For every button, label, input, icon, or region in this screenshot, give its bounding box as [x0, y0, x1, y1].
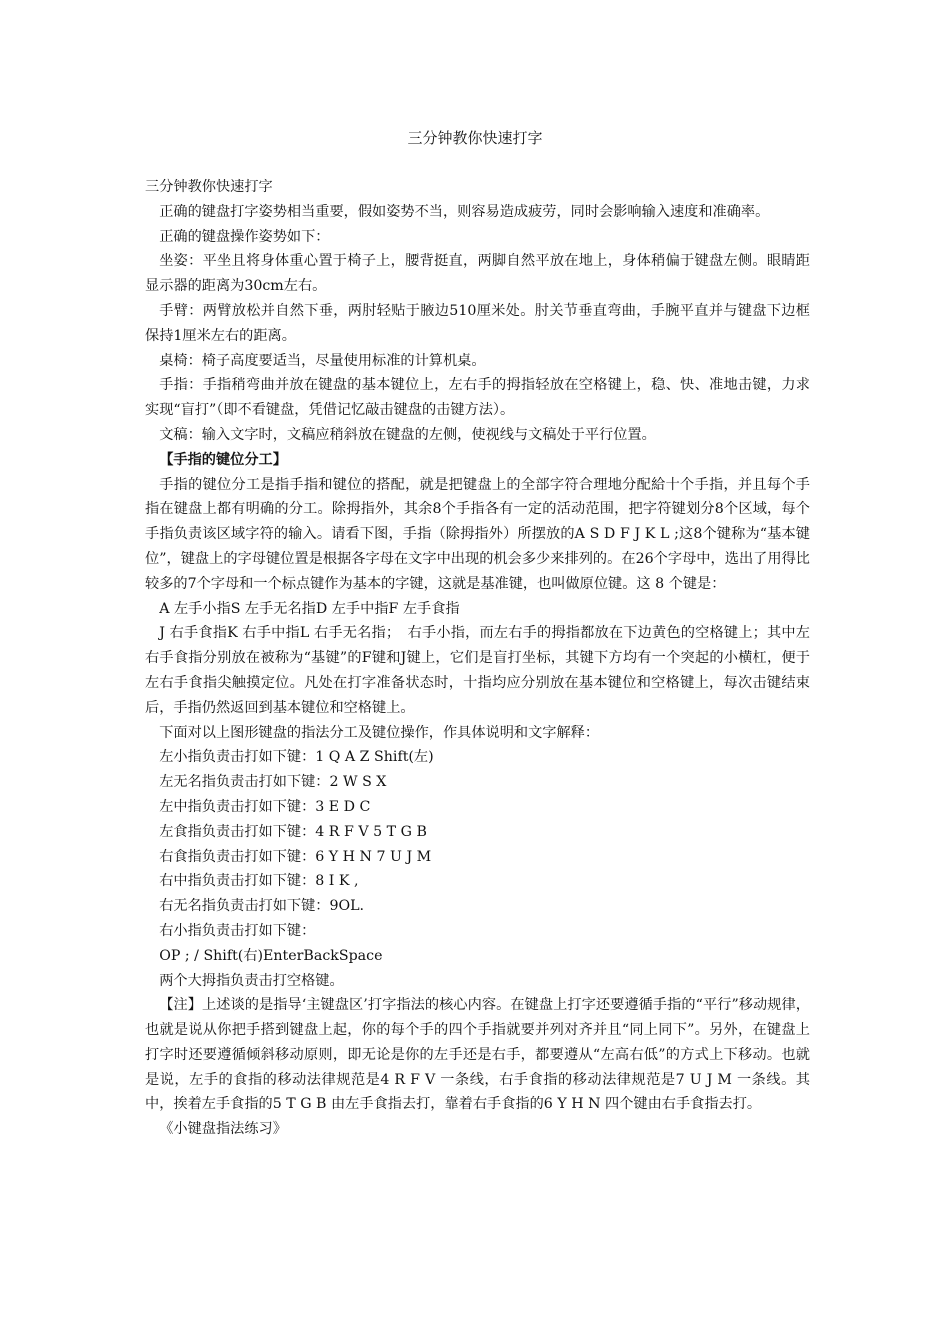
paragraph: 左小指负责击打如下键：1 Q A Z Shift(左): [159, 749, 434, 766]
paragraph: A 左手小指S 左手无名指D 左手中指F 左手食指: [159, 600, 460, 617]
paragraph: 三分钟教你快速打字: [145, 179, 273, 195]
paragraph: OP ; / Shift(右)EnterBackSpace: [159, 947, 383, 964]
paragraph: J 右手食指K 右手中指L 右手无名指； 右手小指，而左右手的拇指都放在下边黄色的空格键上；其中左右手食指分别放在被称为“基键”的F键和J键上，它们是盲打坐标，其键下方均有一个突起的小横杠，便于左右手食指尖触摸定位。凡处在打字准备状态时，十指均应分别放在基本键位和空格键上，每次击键结束后，手指仍然返回到基本键位和空格键上。: [145, 625, 810, 716]
paragraph: 手指：手指稍弯曲并放在键盘的基本键位上，左右手的拇指轻放在空格键上，稳、快、准地击键，力求实现“盲打”（即不看键盘，凭借记忆敲击键盘的击键方法）。: [145, 377, 810, 419]
paragraph: 【手指的键位分工】: [159, 451, 287, 468]
paragraph: 【注】上述谈的是指导‘主键盘区’打字指法的核心内容。在键盘上打字还要遵循手指的“平行”移动规律，也就是说从你把手搭到键盘上起，你的每个手的四个手指就要并列对齐并且“同上同下”。另外，在键盘上打字时还要遵循倾斜移动原则，即无论是你的左手还是右手，都要遵从“左高右低”的方式上下移动。也就是说，左手的食指的移动法律规范是4 R F V 一条线，右手食指的移动法律规范是7 U J M 一条线。其中，挨着左手食指的5 T G B 由左手食指去打，靠着右手食指的6 Y H N 四个键由右手食指去打。: [145, 997, 810, 1113]
paragraph: 正确的键盘打字姿势相当重要，假如姿势不当，则容易造成疲劳，同时会影响输入速度和准确率。: [159, 203, 770, 220]
paragraph: 两个大拇指负责击打空格键。: [159, 972, 344, 989]
paragraph: 文稿：输入文字时，文稿应稍斜放在键盘的左侧，使视线与文稿处于平行位置。: [159, 426, 656, 443]
paragraph: 正确的键盘操作姿势如下：: [159, 228, 330, 245]
paragraph: 桌椅：椅子高度要适当，尽量使用标准的计算机桌。: [159, 352, 486, 369]
paragraph: 左无名指负责击打如下键：2 W S X: [159, 774, 387, 791]
paragraph: 手臂：两臂放松并自然下垂，两肘轻贴于腋边510厘米处。肘关节垂直弯曲，手腕平直并与键盘下边框保持1厘米左右的距离。: [145, 302, 810, 344]
paragraph: 右食指负责击打如下键：6 Y H N 7 U J M: [159, 848, 432, 865]
paragraph: 左中指负责击打如下键：3 E D C: [159, 798, 371, 815]
paragraph: 右中指负责击打如下键：8 I K ,: [159, 873, 359, 890]
document-title: 三分钟教你快速打字: [407, 129, 543, 147]
paragraph: 右无名指负责击打如下键：9OL.: [159, 898, 365, 915]
paragraph: 《小键盘指法练习》: [159, 1121, 287, 1138]
paragraph: 坐姿：平坐且将身体重心置于椅子上，腰背挺直，两脚自然平放在地上，身体稍偏于键盘左侧。眼睛距显示器的距离为30cm左右。: [145, 253, 810, 295]
document-body: [145, 175, 810, 1142]
paragraph: 手指的键位分工是指手指和键位的搭配，就是把键盘上的全部字符合理地分配給十个手指，并且每个手指在键盘上都有明确的分工。除拇指外，其余8个手指各有一定的活动范围，把字符键划分8个区域，每个手指负责该区域字符的输入。请看下图，手指（除拇指外）所摆放的A S D F J K L ;这8个键称为“基本键位”，键盘上的字母键位置是根据各字母在文字中出现的机会多少来排列的。在26个字母中，选出了用得比较多的7个字母和一个标点键作为基本的字键，这就是基准键，也叫做原位键。这 8 个键是：: [145, 476, 810, 592]
paragraph: 右小指负责击打如下键：: [159, 922, 316, 939]
paragraph: 左食指负责击打如下键：4 R F V 5 T G B: [159, 823, 427, 840]
paragraph: 下面对以上图形键盘的指法分工及键位操作，作具体说明和文字解释：: [159, 724, 600, 741]
